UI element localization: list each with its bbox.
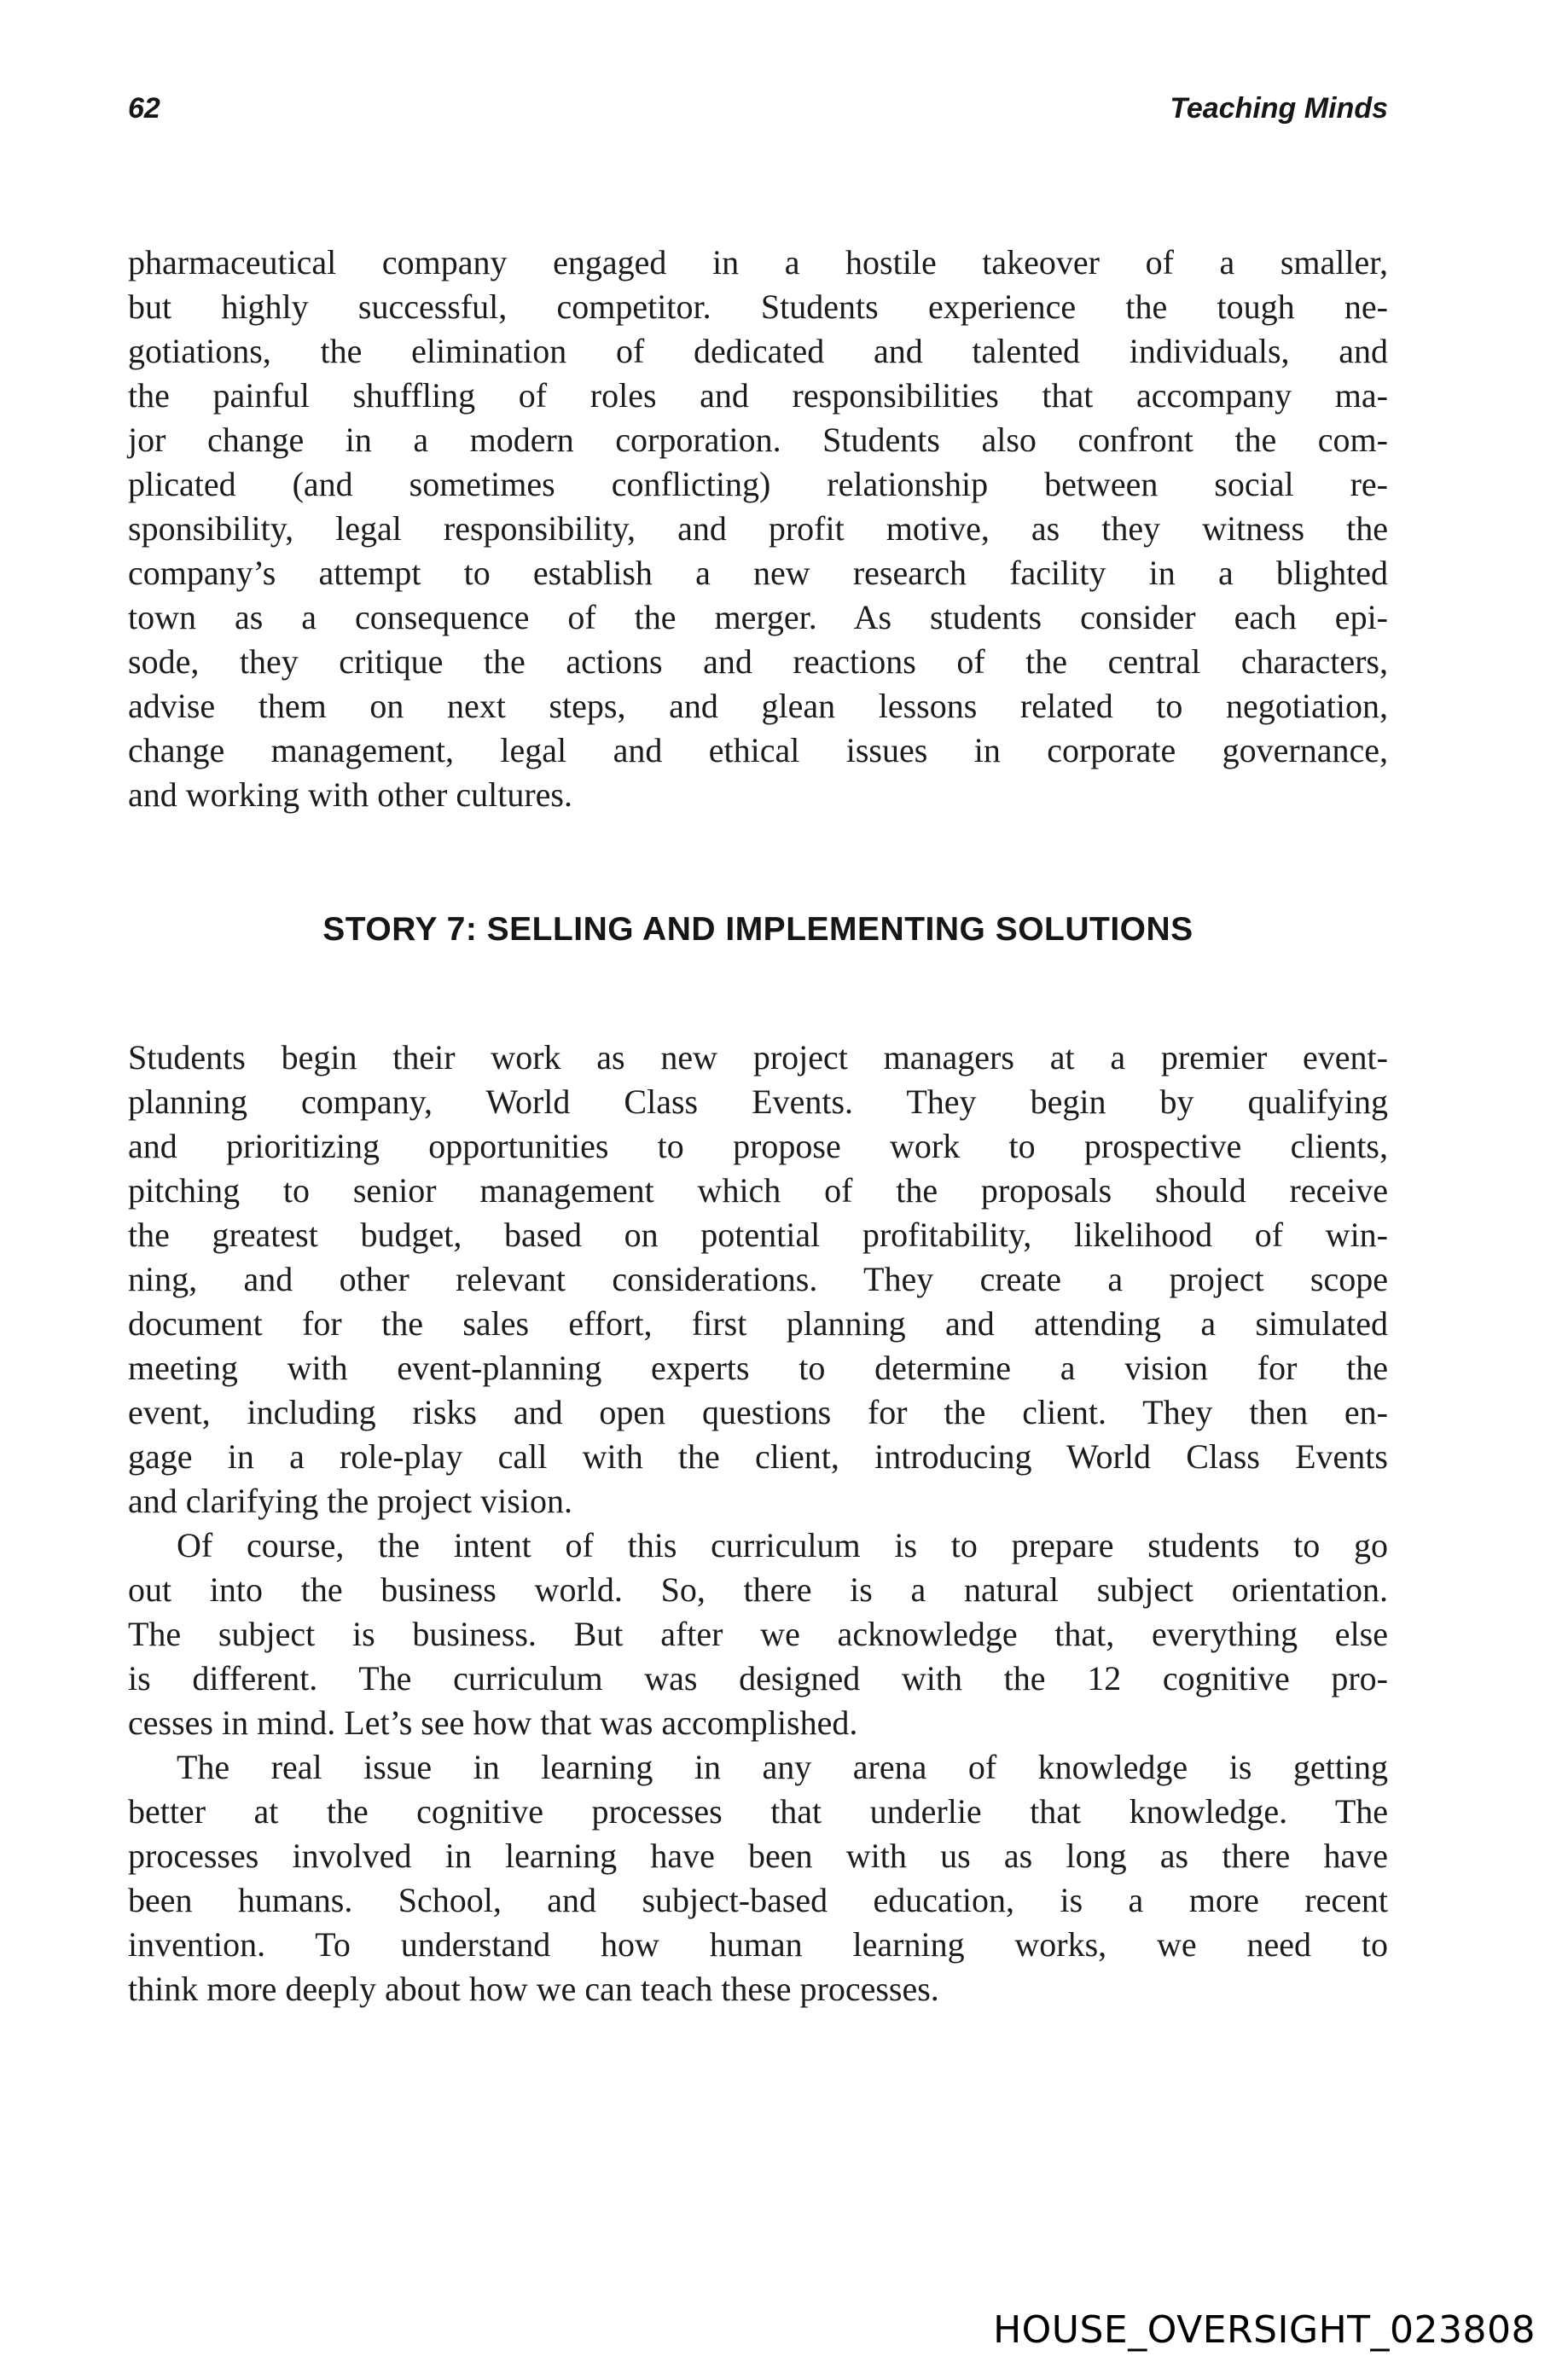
text-line: town as a consequence of the merger. As students consider each epi-	[128, 598, 1388, 636]
text-line: gotiations, the elimination of dedicated and talented individuals, and	[128, 332, 1388, 370]
text-line: and prioritizing opportunities to propose work to prospective clients,	[128, 1127, 1388, 1165]
text-line: The real issue in learning in any arena of knowledge is getting	[177, 1748, 1388, 1786]
text-line: pitching to senior management which of the proposals should receive	[128, 1171, 1388, 1210]
paragraph	[128, 1745, 1388, 2011]
paragraph	[128, 1523, 1388, 1745]
text-line: document for the sales effort, first planning and attending a simulated	[128, 1304, 1388, 1343]
text-line: and working with other cultures.	[128, 775, 572, 814]
text-line: event, including risks and open questions for the client. They then en-	[128, 1393, 1388, 1431]
text-line: out into the business world. So, there is a natural subject orientation.	[128, 1570, 1388, 1609]
page-content	[128, 241, 1388, 2011]
text-line: cesses in mind. Let’s see how that was accomplished.	[128, 1703, 858, 1742]
text-line: sode, they critique the actions and reactions of the central characters,	[128, 642, 1388, 681]
text-line: think more deeply about how we can teach these processes.	[128, 1970, 939, 2008]
running-title: Teaching Minds	[1170, 92, 1388, 125]
text-line: company’s attempt to establish a new research facility in a blighted	[128, 554, 1388, 592]
text-line: change management, legal and ethical issues in corporate governance,	[128, 731, 1388, 769]
text-line: sponsibility, legal responsibility, and profit motive, as they witness the	[128, 509, 1388, 548]
text-line: processes involved in learning have been with us as long as there have	[128, 1837, 1388, 1875]
text-line: planning company, World Class Events. They begin by qualifying	[128, 1082, 1388, 1121]
text-line: Students begin their work as new project managers at a premier event-	[128, 1038, 1388, 1077]
text-line: plicated (and sometimes conflicting) relationship between social re-	[128, 465, 1388, 503]
text-line: the greatest budget, based on potential profitability, likelihood of win-	[128, 1216, 1388, 1254]
paragraph	[128, 1036, 1388, 1523]
paragraph	[128, 241, 1388, 817]
text-line: jor change in a modern corporation. Students also confront the com-	[128, 421, 1388, 459]
text-line: better at the cognitive processes that underlie that knowledge. The	[128, 1792, 1388, 1831]
watermark: HOUSE_OVERSIGHT_023808	[993, 2308, 1536, 2352]
text-line: gage in a role-play call with the client, introducing World Class Events	[128, 1437, 1388, 1476]
section-heading: STORY 7: SELLING AND IMPLEMENTING SOLUTIONS	[322, 911, 1193, 948]
text-line: advise them on next steps, and glean lessons related to negotiation,	[128, 687, 1388, 725]
text-line: is different. The curriculum was designed with the 12 cognitive pro-	[128, 1659, 1388, 1698]
text-line: pharmaceutical company engaged in a hostile takeover of a smaller,	[128, 243, 1388, 281]
page-number: 62	[128, 92, 160, 125]
running-head	[128, 92, 1388, 125]
text-line: and clarifying the project vision.	[128, 1482, 572, 1520]
text-line: meeting with event-planning experts to determine a vision for the	[128, 1349, 1388, 1387]
text-line: The subject is business. But after we acknowledge that, everything else	[128, 1615, 1388, 1653]
text-line: the painful shuffling of roles and responsibilities that accompany ma-	[128, 376, 1388, 415]
text-line: invention. To understand how human learning works, we need to	[128, 1925, 1388, 1964]
text-line: ning, and other relevant considerations. They create a project scope	[128, 1260, 1388, 1298]
text-line: been humans. School, and subject-based education, is a more recent	[128, 1881, 1388, 1919]
text-line: but highly successful, competitor. Students experience the tough ne-	[128, 287, 1388, 326]
text-line: Of course, the intent of this curriculum is to prepare students to go	[177, 1526, 1388, 1564]
